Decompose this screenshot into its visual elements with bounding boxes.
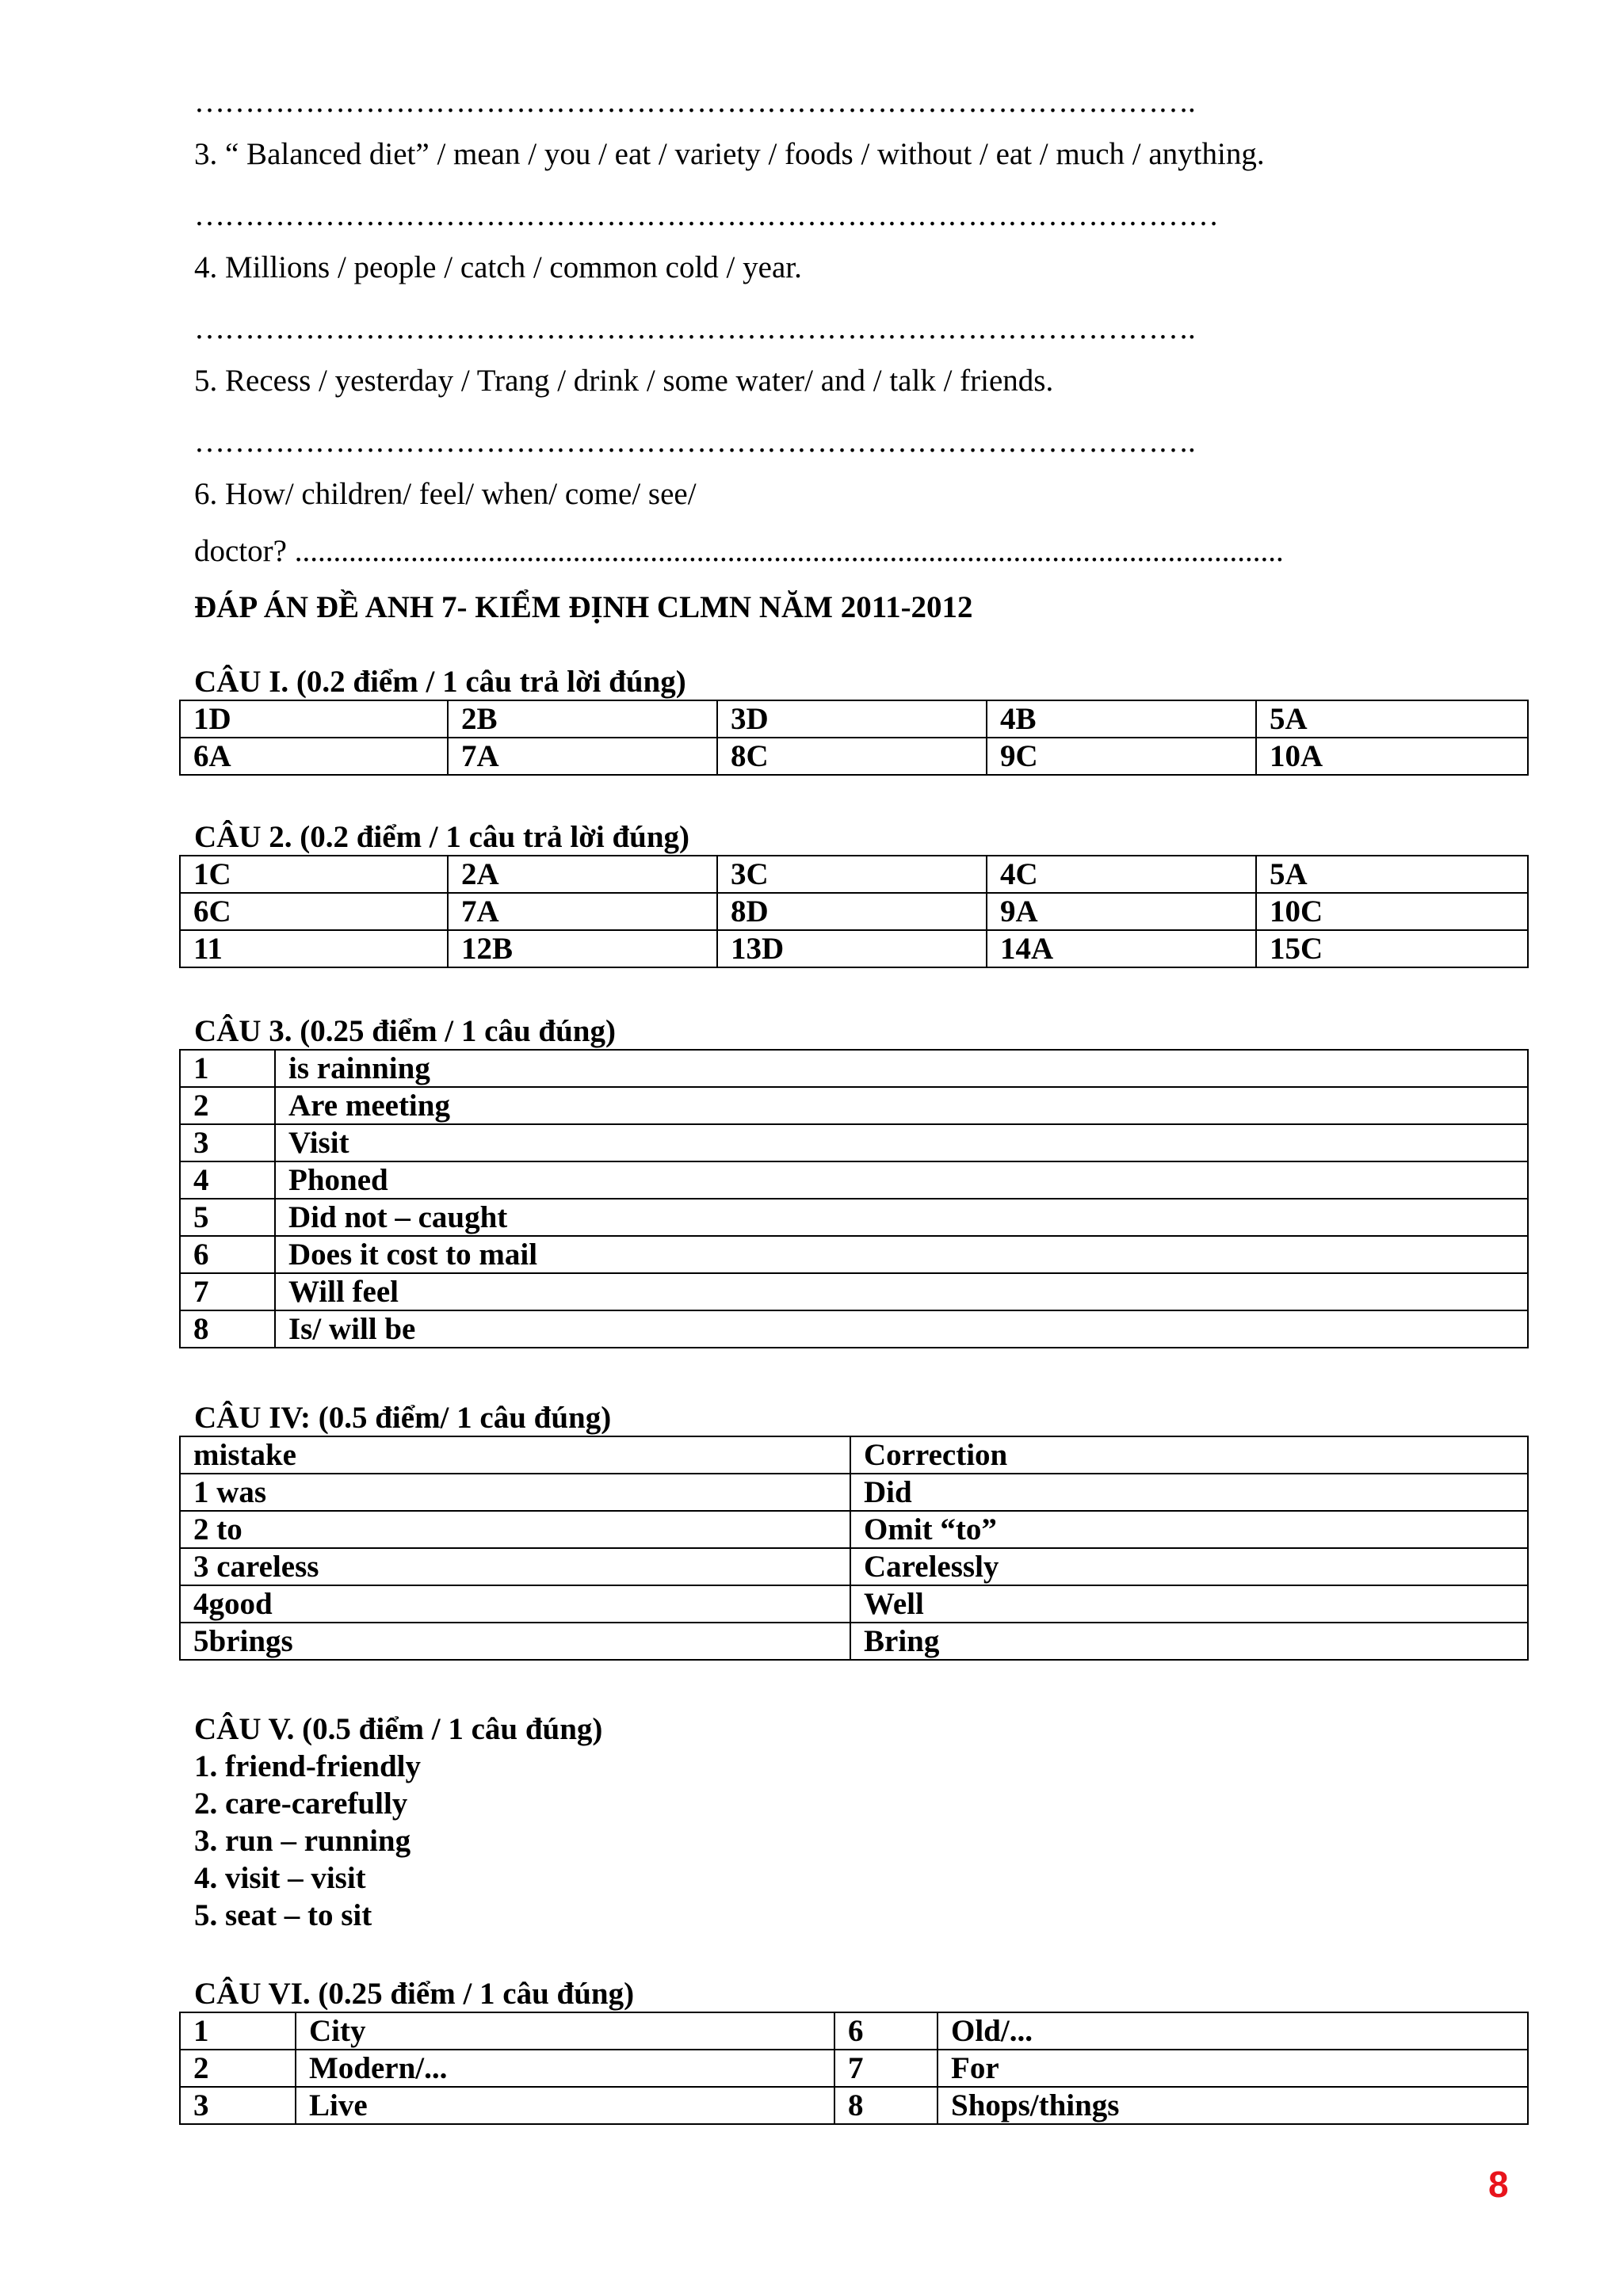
table-cell: 7 [834,2050,938,2087]
page-number: 8 [1488,2164,1509,2205]
section-3-answer-table [179,1049,1529,1348]
section-6-answer-table [179,2012,1529,2125]
table-cell: 7 [180,1273,275,1310]
table-header-cell: Correction [850,1436,1528,1474]
answer-dotted-line: ………………………………………………………………………………………. [194,85,1195,119]
table-cell: 8 [180,1310,275,1348]
table-cell: 3 careless [180,1548,850,1585]
section-1-answer-table [179,700,1529,776]
table-cell: Old/... [938,2012,1528,2050]
table-cell: Live [296,2087,834,2124]
table-cell: 14A [987,930,1256,967]
table-cell: 12B [448,930,717,967]
table-row [180,1511,1528,1548]
table-cell: Does it cost to mail [275,1236,1528,1273]
table-header-cell: mistake [180,1436,850,1474]
table-cell: Will feel [275,1273,1528,1310]
table-cell: Phoned [275,1161,1528,1199]
list-item: 5. seat – to sit [194,1898,372,1932]
table-cell: 1C [180,856,448,893]
table-cell: 7A [448,893,717,930]
table-row [180,1124,1528,1161]
table-row [180,1474,1528,1511]
list-item: 1. friend-friendly [194,1749,421,1783]
table-row [180,1585,1528,1623]
table-cell: 9A [987,893,1256,930]
section-2-heading: CÂU 2. (0.2 điểm / 1 câu trả lời đúng) [194,820,690,854]
section-4-answer-table [179,1436,1529,1661]
table-row [180,2012,1528,2050]
table-cell: 2 [180,1087,275,1124]
table-cell: Is/ will be [275,1310,1528,1348]
table-cell: For [938,2050,1528,2087]
exercise-item-6: 6. How/ children/ feel/ when/ come/ see/ [194,477,697,511]
table-row [180,856,1528,893]
table-cell: 4B [987,700,1256,738]
table-cell: 8 [834,2087,938,2124]
section-4-heading: CÂU IV: (0.5 điểm/ 1 câu đúng) [194,1401,612,1435]
exercise-item-4: 4. Millions / people / catch / common cold / year. [194,250,802,284]
exercise-item-3: 3. “ Balanced diet” / mean / you / eat / variety / foods / without / eat / much / anything. [194,137,1265,171]
table-cell: 4good [180,1585,850,1623]
table-cell: 1 [180,1050,275,1087]
table-row [180,700,1528,738]
list-item: 4. visit – visit [194,1861,366,1895]
table-cell: 7A [448,738,717,775]
section-6-heading: CÂU VI. (0.25 điểm / 1 câu đúng) [194,1977,635,2011]
table-cell: 9C [987,738,1256,775]
section-1-heading: CÂU I. (0.2 điểm / 1 câu trả lời đúng) [194,665,686,699]
table-cell: 1D [180,700,448,738]
table-cell: Carelessly [850,1548,1528,1585]
table-row [180,1199,1528,1236]
table-cell: 1 [180,2012,296,2050]
answer-key-title: ĐÁP ÁN ĐỀ ANH 7- KIỂM ĐỊNH CLMN NĂM 2011-2012 [194,590,973,624]
table-cell: 2A [448,856,717,893]
answer-dotted-line: ………………………………………………………………………………………. [194,425,1195,459]
table-cell: 5A [1256,700,1528,738]
table-cell: 2B [448,700,717,738]
table-cell: 8C [717,738,987,775]
table-row [180,2087,1528,2124]
table-cell: Did [850,1474,1528,1511]
table-cell: 5A [1256,856,1528,893]
table-cell: 6C [180,893,448,930]
table-cell: Modern/... [296,2050,834,2087]
table-cell: 1 was [180,1474,850,1511]
table-cell: 8D [717,893,987,930]
table-cell: 3D [717,700,987,738]
table-cell: 10C [1256,893,1528,930]
table-cell: 4 [180,1161,275,1199]
table-cell: Omit “to” [850,1511,1528,1548]
table-cell: 10A [1256,738,1528,775]
table-row [180,738,1528,775]
list-item: 2. care-carefully [194,1787,408,1821]
table-row [180,1623,1528,1660]
table-cell: 2 to [180,1511,850,1548]
table-cell: 6 [180,1236,275,1273]
table-cell: Are meeting [275,1087,1528,1124]
table-cell: 15C [1256,930,1528,967]
table-cell: 6 [834,2012,938,2050]
answer-dotted-line: ………………………………………………………………………………………. [194,311,1195,345]
table-cell: Well [850,1585,1528,1623]
table-cell: 11 [180,930,448,967]
table-row [180,2050,1528,2087]
table-cell: Shops/things [938,2087,1528,2124]
table-cell: 5 [180,1199,275,1236]
table-row [180,1050,1528,1087]
table-row [180,1161,1528,1199]
table-cell: 6A [180,738,448,775]
table-cell: 5brings [180,1623,850,1660]
exercise-item-6-continued: doctor? ................................................................................................................................ [194,534,1284,568]
table-row [180,930,1528,967]
table-cell: 13D [717,930,987,967]
section-2-answer-table [179,855,1529,968]
table-cell: Did not – caught [275,1199,1528,1236]
table-row [180,1310,1528,1348]
list-item: 3. run – running [194,1824,411,1858]
answer-dotted-line: ………………………………………………………………………………………… [194,198,1218,232]
table-cell: Bring [850,1623,1528,1660]
section-3-heading: CÂU 3. (0.25 điểm / 1 câu đúng) [194,1014,616,1048]
table-row [180,1436,1528,1474]
table-cell: is rainning [275,1050,1528,1087]
table-cell: Visit [275,1124,1528,1161]
exercise-item-5: 5. Recess / yesterday / Trang / drink / some water/ and / talk / friends. [194,364,1054,398]
table-cell: City [296,2012,834,2050]
table-row [180,1236,1528,1273]
section-5-heading: CÂU V. (0.5 điểm / 1 câu đúng) [194,1712,603,1746]
table-cell: 4C [987,856,1256,893]
table-row [180,893,1528,930]
table-row [180,1087,1528,1124]
section-5-answer-list [194,1748,421,1934]
table-row [180,1273,1528,1310]
table-row [180,1548,1528,1585]
table-cell: 3 [180,1124,275,1161]
table-cell: 3 [180,2087,296,2124]
table-cell: 3C [717,856,987,893]
table-cell: 2 [180,2050,296,2087]
